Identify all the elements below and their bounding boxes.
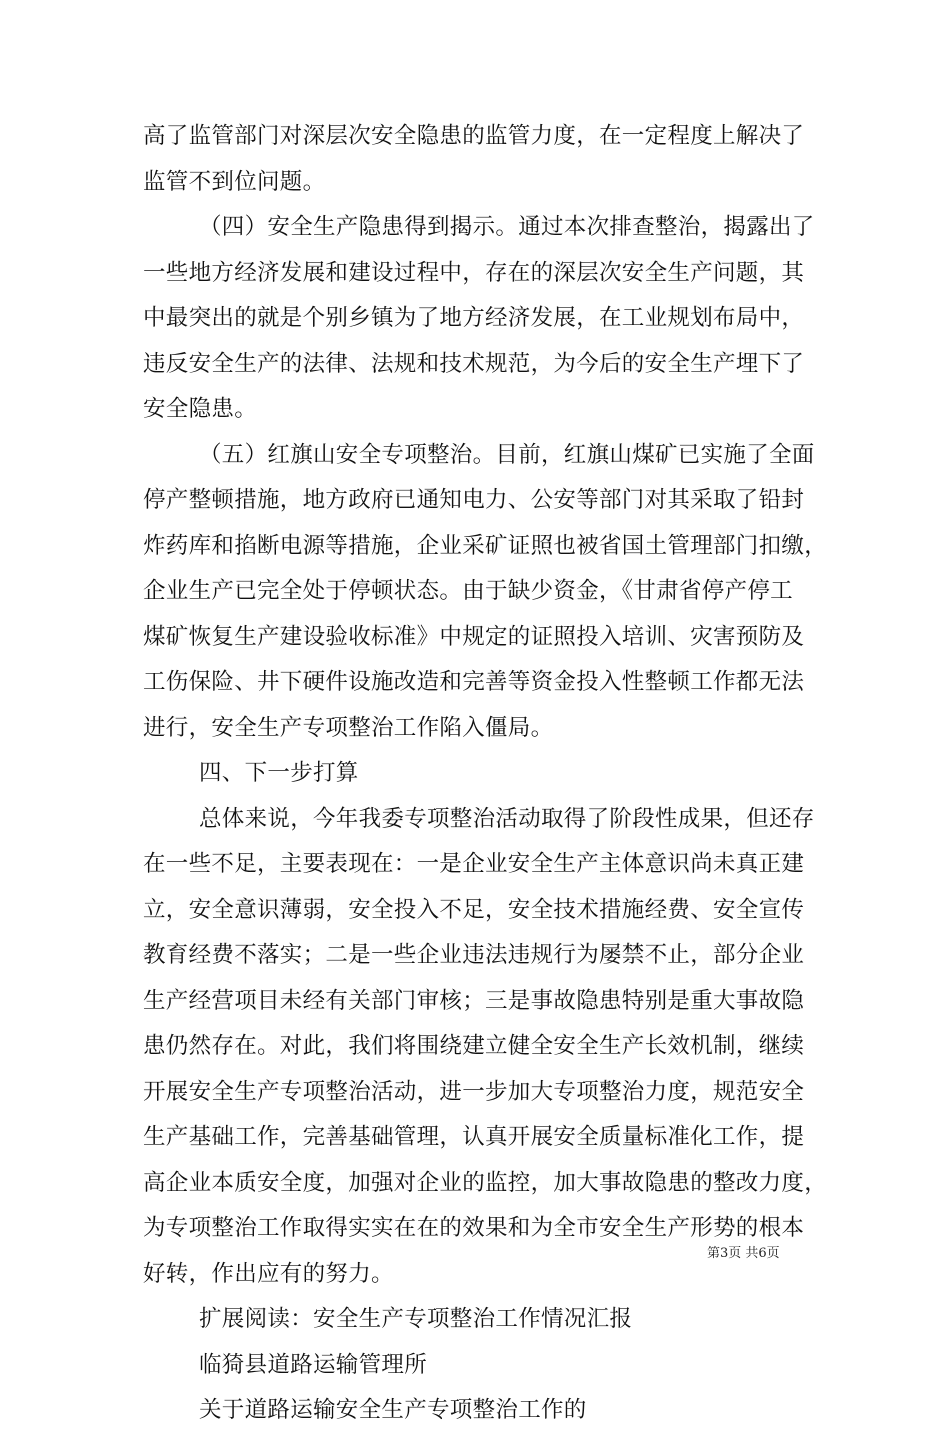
page-footer: 第3页 共6页	[707, 1246, 780, 1261]
text-line: 开展安全生产专项整治活动，进一步加大专项整治力度，规范安全	[143, 1078, 805, 1105]
text-line: 煤矿恢复生产建设验收标准》中规定的证照投入培训、灾害预防及	[143, 623, 805, 650]
document-body	[143, 114, 828, 1434]
text-line: （五）红旗山安全专项整治。目前，红旗山煤矿已实施了全面	[199, 441, 815, 468]
text-line: 总体来说，今年我委专项整治活动取得了阶段性成果，但还存	[199, 805, 815, 832]
text-line: 违反安全生产的法律、法规和技术规范，为今后的安全生产埋下了	[143, 350, 805, 377]
text-line: 四、下一步打算	[199, 760, 359, 786]
text-line: 炸药库和掐断电源等措施，企业采矿证照也被省国土管理部门扣缴，	[143, 532, 828, 559]
text-line: 为专项整治工作取得实实在在的效果和为全市安全生产形势的根本	[143, 1215, 805, 1241]
text-line: 生产基础工作，完善基础管理，认真开展安全质量标准化工作，提	[143, 1124, 805, 1150]
text-line: 中最突出的就是个别乡镇为了地方经济发展，在工业规划布局中，	[143, 305, 805, 331]
text-line: 立，安全意识薄弱，安全投入不足，安全技术措施经费、安全宣传	[143, 896, 805, 923]
text-line: 监管不到位问题。	[143, 168, 326, 195]
text-line: 安全隐患。	[143, 396, 258, 422]
text-line: 停产整顿措施，地方政府已通知电力、公安等部门对其采取了铅封	[143, 487, 805, 513]
text-line: 高了监管部门对深层次安全隐患的监管力度，在一定程度上解决了	[143, 123, 805, 149]
text-line: 患仍然存在。对此，我们将围绕建立健全安全生产长效机制，继续	[143, 1033, 805, 1059]
text-line: 高企业本质安全度，加强对企业的监控，加大事故隐患的整改力度，	[143, 1169, 828, 1196]
text-line: 关于道路运输安全生产专项整治工作的	[199, 1397, 587, 1423]
text-line: 工伤保险、井下硬件设施改造和完善等资金投入性整顿工作都无法	[143, 669, 805, 695]
text-line: 好转，作出应有的努力。	[143, 1260, 394, 1287]
text-line: 临猗县道路运输管理所	[199, 1351, 428, 1378]
text-line: 一些地方经济发展和建设过程中，存在的深层次安全生产问题，其	[143, 259, 805, 286]
text-line: 进行，安全生产专项整治工作陷入僵局。	[143, 714, 554, 741]
text-line: 生产经营项目未经有关部门审核；三是事故隐患特别是重大事故隐	[143, 987, 805, 1014]
text-line: 教育经费不落实；二是一些企业违法违规行为屡禁不止，部分企业	[143, 942, 805, 968]
text-line: 扩展阅读：安全生产专项整治工作情况汇报	[199, 1306, 633, 1332]
text-line: 在一些不足，主要表现在：一是企业安全生产主体意识尚未真正建	[143, 851, 805, 877]
text-line: （四）安全生产隐患得到揭示。通过本次排查整治，揭露出了	[199, 214, 815, 240]
text-line: 企业生产已完全处于停顿状态。由于缺少资金，《甘肃省停产停工	[143, 578, 793, 604]
